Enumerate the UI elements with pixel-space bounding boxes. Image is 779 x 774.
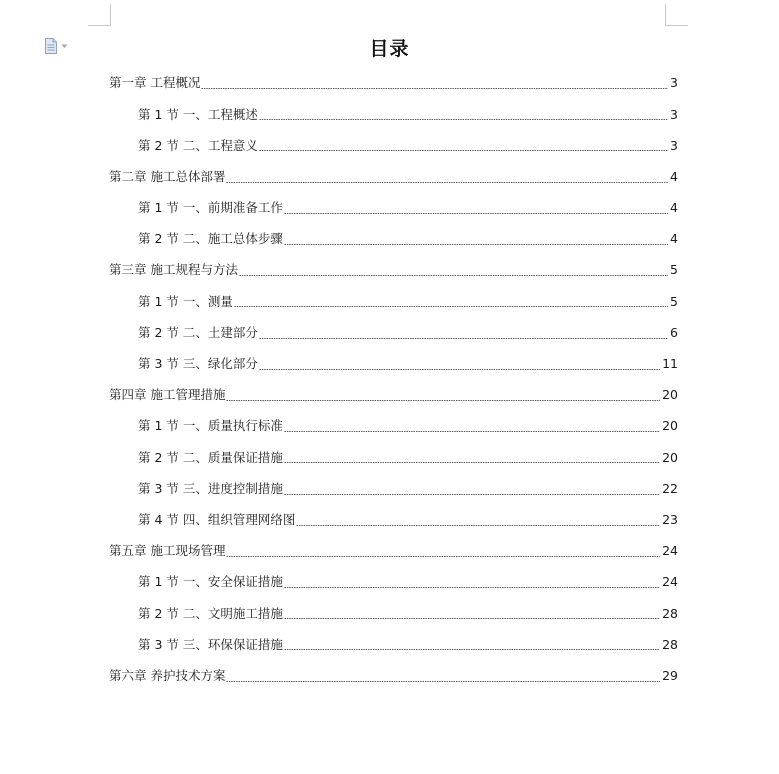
dot-leader [284, 462, 660, 463]
toc-chapter-entry[interactable] [109, 255, 678, 286]
toc-page-number: 28 [662, 636, 678, 652]
toc-page-number: 3 [670, 106, 678, 122]
toc-page-number: 24 [662, 543, 678, 559]
toc-chapter-entry[interactable] [109, 68, 678, 99]
toc-entry-label: 第 1 节 一、测量 [138, 293, 233, 309]
dot-leader [284, 618, 660, 619]
toc-page-number: 28 [662, 605, 678, 621]
toc-chapter-entry[interactable] [109, 536, 678, 567]
toc-entry-label: 第 1 节 一、工程概述 [138, 106, 258, 122]
toc-entry-label: 第 2 节 二、工程意义 [138, 137, 258, 153]
dot-leader [284, 494, 660, 495]
toc-page-number: 3 [670, 137, 678, 153]
toc-entry-label: 第 1 节 一、前期准备工作 [138, 200, 283, 216]
toc-entry-label: 第三章 施工规程与方法 [109, 262, 238, 278]
dot-leader [234, 306, 668, 307]
toc-page-number: 22 [662, 480, 678, 496]
toc-entry-label: 第六章 养护技术方案 [109, 667, 226, 683]
toc-entry-label: 第 2 节 二、施工总体步骤 [138, 231, 283, 247]
toc-page-number: 4 [670, 168, 678, 184]
toc-page-number: 29 [662, 667, 678, 683]
toc-page-number: 24 [662, 574, 678, 590]
dot-leader [226, 556, 660, 557]
dot-leader [259, 369, 660, 370]
dot-leader [284, 213, 668, 214]
toc-page-number: 6 [670, 324, 678, 340]
toc-section-entry[interactable] [109, 130, 678, 161]
toc-page-number: 11 [662, 356, 678, 372]
toc-page-number: 20 [662, 418, 678, 434]
dot-leader [201, 88, 668, 89]
toc-section-entry[interactable] [109, 318, 678, 349]
dot-leader [226, 182, 668, 183]
toc-chapter-entry[interactable] [109, 162, 678, 193]
page-title: 目录 [369, 38, 410, 60]
dot-leader [239, 275, 668, 276]
crop-mark-top-left [88, 4, 111, 26]
toc-entry-label: 第五章 施工现场管理 [109, 543, 226, 559]
toc-entry-label: 第 4 节 四、组织管理网络图 [138, 511, 296, 527]
toc-entry-label: 第二章 施工总体部署 [109, 168, 226, 184]
toc-section-entry[interactable] [109, 505, 678, 536]
toc-section-entry[interactable] [109, 193, 678, 224]
toc-section-entry[interactable] [109, 598, 678, 629]
toc-section-entry[interactable] [109, 99, 678, 130]
toc-section-entry[interactable] [109, 473, 678, 504]
toc-entry-label: 第 3 节 三、进度控制措施 [138, 480, 283, 496]
toc-entry-label: 第 2 节 二、质量保证措施 [138, 449, 283, 465]
toc-entry-label: 第 1 节 一、质量执行标准 [138, 418, 283, 434]
toc-page-number: 5 [670, 293, 678, 309]
toc-section-entry[interactable] [109, 286, 678, 317]
dot-leader [284, 649, 660, 650]
toc-section-entry[interactable] [109, 567, 678, 598]
dot-leader [226, 681, 660, 682]
toc-entry-label: 第 3 节 三、环保保证措施 [138, 636, 283, 652]
toc-entry-label: 第 1 节 一、安全保证措施 [138, 574, 283, 590]
toc-entry-label: 第 2 节 二、文明施工措施 [138, 605, 283, 621]
toc-section-entry[interactable] [109, 224, 678, 255]
dot-leader [259, 119, 668, 120]
toc-chapter-entry[interactable] [109, 380, 678, 411]
dot-leader [284, 587, 660, 588]
toc-chapter-entry[interactable] [109, 661, 678, 692]
toc-entry-label: 第一章 工程概况 [109, 75, 201, 91]
table-of-contents [109, 68, 678, 692]
toc-section-entry[interactable] [109, 629, 678, 660]
dot-leader [284, 244, 668, 245]
toc-page-number: 3 [670, 75, 678, 91]
dot-leader [284, 431, 660, 432]
toc-entry-label: 第 3 节 三、绿化部分 [138, 356, 258, 372]
toc-section-entry[interactable] [109, 349, 678, 380]
dot-leader [226, 400, 660, 401]
dot-leader [259, 338, 668, 339]
toc-section-entry[interactable] [109, 442, 678, 473]
toc-section-entry[interactable] [109, 411, 678, 442]
crop-mark-top-right [665, 4, 688, 26]
toc-entry-label: 第四章 施工管理措施 [109, 387, 226, 403]
toc-page-number: 4 [670, 231, 678, 247]
dot-leader [259, 150, 668, 151]
toc-page-number: 5 [670, 262, 678, 278]
toc-page-number: 23 [662, 511, 678, 527]
toc-page-number: 20 [662, 387, 678, 403]
dot-leader [296, 525, 660, 526]
toc-entry-label: 第 2 节 二、土建部分 [138, 324, 258, 340]
toc-page-number: 4 [670, 200, 678, 216]
toc-page-number: 20 [662, 449, 678, 465]
